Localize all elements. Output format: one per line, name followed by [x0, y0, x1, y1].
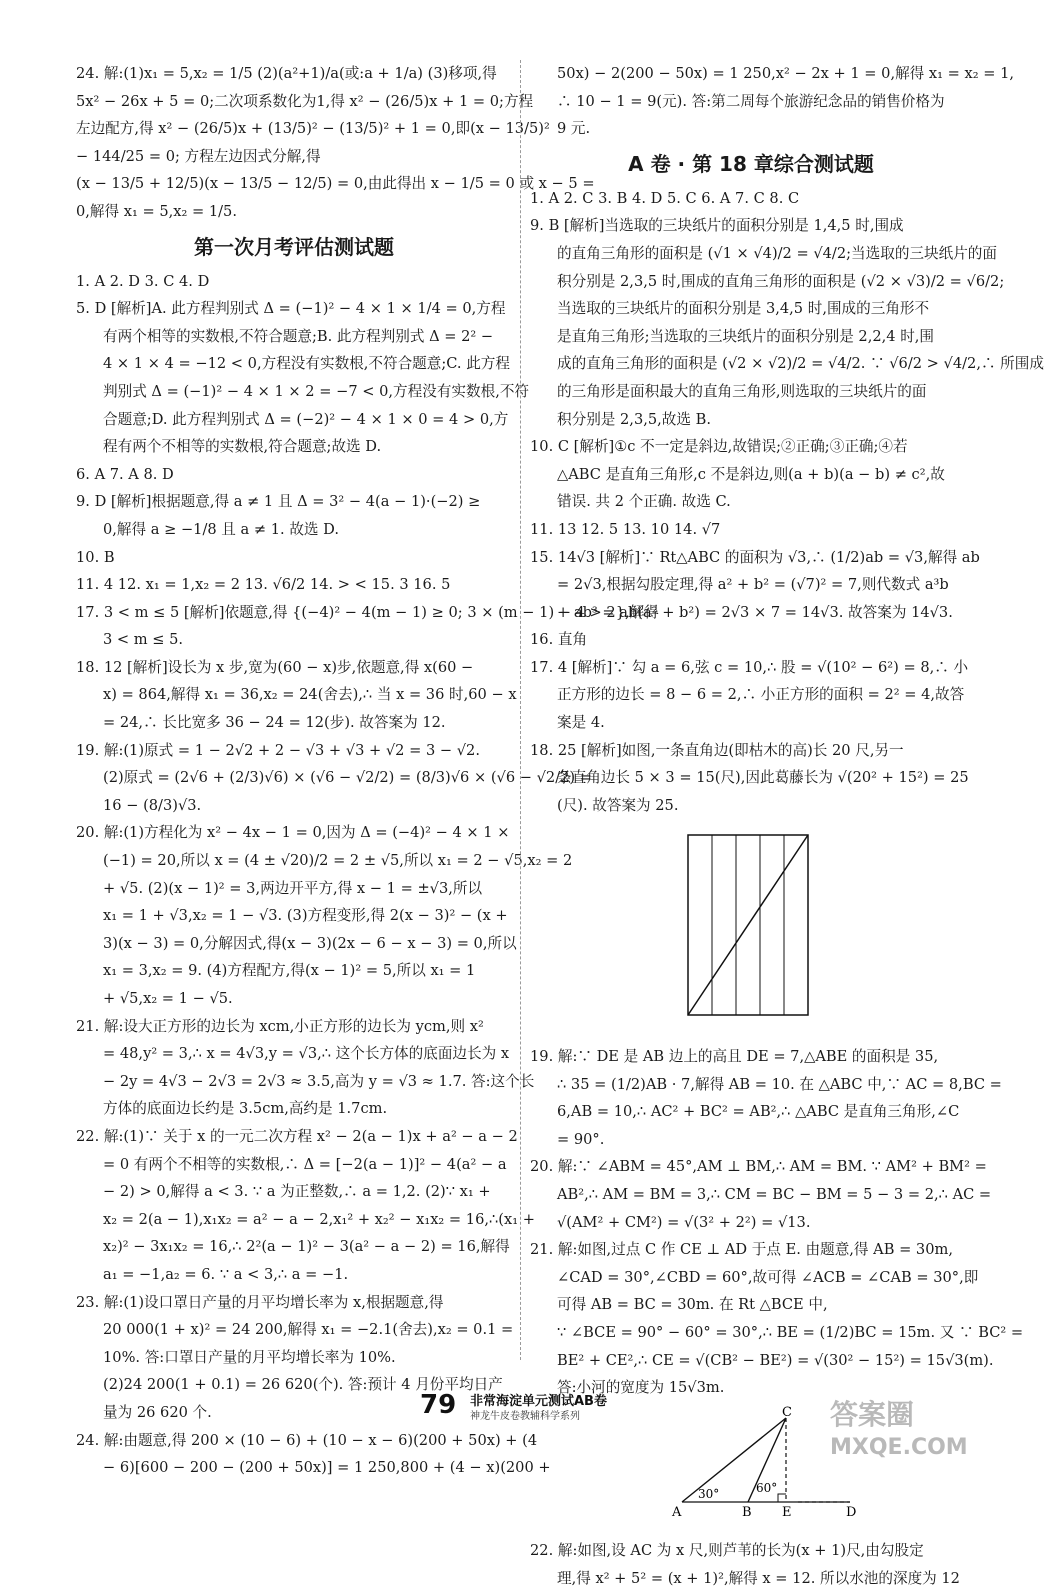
watermark-logo [820, 1392, 980, 1462]
left-text-line: 3)(x − 3) = 0,分解因式,得(x − 3)(2x − 6 − x − 3) = 0,所以 [103, 934, 517, 952]
right-text-line: ∠CAD = 30°,∠CBD = 60°,故可得 ∠ACB = ∠CAB = 30°,即 [557, 1268, 979, 1286]
left-text-line: 6. A 7. A 8. D [76, 465, 174, 483]
section-title: 第一次月考评估测试题 [194, 234, 394, 259]
right-text-line: BE² + CE²,∴ CE = √(CB² − BE²) = √(30² − 15²) = 15√3(m). [557, 1351, 994, 1369]
right-text-line: ∵ ∠BCE = 90° − 60° = 30°,∴ BE = (1/2)BC = 15m. 又 ∵ BC² = [557, 1323, 1024, 1341]
left-text-line: 4 × 1 × 4 = −12 < 0,方程没有实数根,不符合题意;C. 此方程 [103, 355, 510, 373]
watermark-line2: MXQE.COM [830, 1435, 968, 1460]
left-text-line: + √5,x₂ = 1 − √5. [103, 990, 233, 1007]
right-text-line: 积分别是 2,3,5 时,围成的直角三角形的面积是 (√2 × √3)/2 = √6/2; [557, 272, 1005, 290]
right-text-line: 正方形的边长 = 8 − 6 = 2,∴ 小正方形的面积 = 2² = 4,故答 [557, 686, 965, 704]
left-text-line: 方体的底面边长约是 3.5cm,高约是 1.7cm. [103, 1100, 388, 1118]
right-text-line: = 2√3,根据勾股定理,得 a² + b² = (√7)² = 7,则代数式 a³b [557, 576, 949, 594]
left-text-line: 程有两个不相等的实数根,符合题意;故选 D. [103, 438, 382, 456]
figure-tree-vine [530, 825, 972, 1035]
left-text-line: 5. D [解析]A. 此方程判别式 Δ = (−1)² − 4 × 1 × 1/4 = 0,方程 [76, 300, 506, 318]
right-text-line: √(AM² + CM²) = √(3² + 2²) = √13. [557, 1213, 811, 1231]
right-text-line: 积分别是 2,3,5,故选 B. [557, 410, 711, 428]
right-text-line: 案是 4. [557, 714, 605, 732]
right-text-line: 15. 14√3 [解析]∵ Rt△ABC 的面积为 √3,∴ (1/2)ab = √3,解得 ab [530, 548, 980, 566]
left-text-line: (2)原式 = (2√6 + (2/3)√6) × (√6 − √2/2) = (8/3)√6 × (√6 − √2/2) = [103, 769, 592, 787]
right-text-line: △ABC 是直角三角形,c 不是斜边,则(a + b)(a − b) ≠ c²,故 [557, 465, 945, 483]
left-text-line: 17. 3 < m ≤ 5 [解析]依题意,得 {(−4)² − 4(m − 1) ≥ 0; 3 × (m − 1) − 4 > 2},解得 [76, 603, 659, 621]
publisher-line: 神龙牛皮卷教辅科学系列 [470, 1411, 580, 1422]
left-text-line: 5x² − 26x + 5 = 0;二次项系数化为1,得 x² − (26/5)x + 1 = 0;方程 [76, 92, 534, 110]
right-text-line: 21. 解:如图,过点 C 作 CE ⊥ AD 于点 E. 由题意,得 AB = 30m, [530, 1241, 953, 1259]
left-text-line: − 144/25 = 0; 方程左边因式分解,得 [76, 147, 321, 165]
right-text-line: 17. 4 [解析]∵ 勾 a = 6,弦 c = 10,∴ 股 = √(10² − 6²) = 8,∴ 小 [530, 658, 969, 676]
left-text-line: 9. D [解析]根据题意,得 a ≠ 1 且 Δ = 3² − 4(a − 1)·(−2) ≥ [76, 493, 481, 511]
right-text-line: 1. A 2. C 3. B 4. D 5. C 6. A 7. C 8. C [530, 189, 800, 207]
right-text-line: 是直角三角形;当选取的三块纸片的面积分别是 2,2,4 时,围 [557, 327, 935, 345]
left-text-line: 0,解得 x₁ = 5,x₂ = 1/5. [76, 202, 237, 220]
left-text-line: x₂ = 2(a − 1),x₁x₂ = a² − a − 2,x₁² + x₂² − x₁x₂ = 16,∴(x₁ + [103, 1210, 535, 1228]
left-text-line: 1. A 2. D 3. C 4. D [76, 272, 210, 290]
label-E: E [782, 1504, 792, 1520]
label-B: B [742, 1504, 752, 1520]
right-text-line: 成的直角三角形的面积是 (√2 × √2)/2 = √4/2. ∵ √6/2 > √4/2,∴ 所围成 [557, 355, 1044, 373]
right-text-line: 错误. 共 2 个正确. 故选 C. [557, 493, 731, 511]
section-title: A 卷 · 第 18 章综合测试题 [628, 151, 874, 176]
label-A: A [672, 1504, 682, 1520]
left-text-line: 判别式 Δ = (−1)² − 4 × 1 × 2 = −7 < 0,方程没有实数根,不符 [103, 382, 530, 400]
left-text-line: (−1) = 20,所以 x = (4 ± √20)/2 = 2 ± √5,所以 x₁ = 2 − √5,x₂ = 2 [103, 852, 573, 870]
angle-60: 60° [756, 1480, 778, 1495]
right-text-line: 22. 解:如图,设 AC 为 x 尺,则芦苇的长为(x + 1)尺,由勾股定 [530, 1542, 924, 1560]
column-divider [520, 60, 521, 1360]
left-text-line: a₁ = −1,a₂ = 6. ∵ a < 3,∴ a = −1. [103, 1265, 349, 1283]
right-text-line: 10. C [解析]①c 不一定是斜边,故错误;②正确;③正确;④若 [530, 438, 908, 456]
series-title: 非常海淀单元测试AB卷 [470, 1394, 607, 1409]
right-text-line: + ab³ = ab(a² + b²) = 2√3 × 7 = 14√3. 故答案为 14√3. [557, 603, 953, 621]
label-D: D [846, 1504, 857, 1520]
left-text-line: 19. 解:(1)原式 = 1 − 2√2 + 2 − √3 + √3 + √2 = 3 − √2. [76, 741, 480, 759]
right-text-line: 理,得 x² + 5² = (x + 1)²,解得 x = 12. 所以水池的深度为 12 [557, 1569, 960, 1587]
right-text-line: 可得 AB = BC = 30m. 在 Rt △BCE 中, [557, 1296, 828, 1314]
left-text-line: x) = 864,解得 x₁ = 36,x₂ = 24(舍去),∴ 当 x = 36 时,60 − x [103, 686, 517, 704]
right-text-line: ∴ 10 − 1 = 9(元). 答:第二周每个旅游纪念品的销售价格为 [557, 92, 945, 110]
left-text-line: 11. 4 12. x₁ = 1,x₂ = 2 13. √6/2 14. > < 15. 3 16. 5 [76, 576, 451, 594]
right-text-line: 50x) − 2(200 − 50x) = 1 250,x² − 2x + 1 = 0,解得 x₁ = x₂ = 1, [557, 65, 1015, 82]
left-text-line: 0,解得 a ≥ −1/8 且 a ≠ 1. 故选 D. [103, 520, 339, 538]
right-text-line: 的三角形是面积最大的直角三角形,则选取的三块纸片的面 [557, 382, 927, 400]
right-text-line: 6,AB = 10,∴ AC² + BC² = AB²,∴ △ABC 是直角三角形,∠C [557, 1103, 960, 1121]
right-text-line: AB²,∴ AM = BM = 3,∴ CM = BC − BM = 5 − 3 = 2,∴ AC = [557, 1186, 992, 1203]
right-text-line: 16. 直角 [530, 631, 588, 649]
left-text-line: − 2y = 4√3 − 2√3 = 2√3 ≈ 3.5,高为 y = √3 ≈ 1.7. 答:这个长 [103, 1072, 535, 1090]
right-text-line: 条直角边长 5 × 3 = 15(尺),因此葛藤长为 √(20² + 15²) = 25 [557, 769, 969, 787]
left-text-line: (2)24 200(1 + 0.1) = 26 620(个). 答:预计 4 月份平均日产 [103, 1376, 503, 1394]
right-text-line: 的直角三角形的面积是 (√1 × √4)/2 = √4/2;当选取的三块纸片的面 [557, 244, 997, 262]
right-text-line: 11. 13 12. 5 13. 10 14. √7 [530, 520, 721, 538]
left-text-line: − 6)[600 − 200 − (200 + 50x)] = 1 250,800 + (4 − x)(200 + [103, 1459, 551, 1477]
left-text-line: = 0 有两个不相等的实数根,∴ Δ = [−2(a − 1)]² − 4(a² − a [103, 1155, 507, 1173]
right-text-line: 答:小河的宽度为 15√3m. [557, 1379, 725, 1397]
left-text-line: 3 < m ≤ 5. [103, 631, 184, 649]
left-text-line: = 24,∴ 长比宽多 36 − 24 = 12(步). 故答案为 12. [103, 714, 446, 732]
left-text-line: 10%. 答:口罩日产量的月平均增长率为 10%. [103, 1348, 396, 1366]
left-text-line: 合题意;D. 此方程判别式 Δ = (−2)² − 4 × 1 × 0 = 4 > 0,方 [103, 410, 509, 428]
page-number: 79 [420, 1390, 457, 1420]
left-text-line: 18. 12 [解析]设长为 x 步,宽为(60 − x)步,依题意,得 x(60 − [76, 658, 474, 676]
left-text-line: 有两个相等的实数根,不符合题意;B. 此方程判别式 Δ = 2² − [103, 327, 494, 345]
vine-diagonal [688, 835, 808, 1015]
right-text-line: ∴ 35 = (1/2)AB · 7,解得 AB = 10. 在 △ABC 中,∵ AC = 8,BC = [557, 1075, 1002, 1093]
left-text-line: 23. 解:(1)设口罩日产量的月平均增长率为 x,根据题意,得 [76, 1293, 444, 1311]
angle-30: 30° [698, 1486, 720, 1501]
left-text-line: 24. 解:(1)x₁ = 5,x₂ = 1/5 (2)(a²+1)/a(或:a + 1/a) (3)移项,得 [76, 65, 497, 82]
right-column [530, 60, 1044, 1593]
left-text-line: 22. 解:(1)∵ 关于 x 的一元二次方程 x² − 2(a − 1)x + a² − a − 2 [76, 1127, 518, 1145]
watermark-line1: 答案圈 [830, 1398, 915, 1431]
right-text-line: 9 元. [557, 120, 591, 138]
left-text-line: − 2) > 0,解得 a < 3. ∵ a 为正整数,∴ a = 1,2. (2)∵ x₁ + [103, 1183, 491, 1201]
left-text-line: x₁ = 1 + √3,x₂ = 1 − √3. (3)方程变形,得 2(x − 3)² − (x + [103, 907, 508, 925]
left-text-line: x₁ = 3,x₂ = 9. (4)方程配方,得(x − 1)² = 5,所以 x₁ = 1 [103, 962, 476, 980]
left-text-line: 24. 解:由题意,得 200 × (10 − 6) + (10 − x − 6)(200 + 50x) + (4 [76, 1431, 538, 1449]
right-text-line: 18. 25 [解析]如图,一条直角边(即枯木的高)长 20 尺,另一 [530, 741, 904, 759]
left-text-line: 量为 26 620 个. [103, 1403, 212, 1421]
left-text-line: = 48,y² = 3,∴ x = 4√3,y = √3,∴ 这个长方体的底面边长为 x [103, 1045, 510, 1063]
left-text-line: 20. 解:(1)方程化为 x² − 4x − 1 = 0,因为 Δ = (−4)² − 4 × 1 × [76, 824, 510, 842]
left-text-line: 10. B [76, 548, 115, 566]
label-C: C [782, 1404, 792, 1420]
right-text-line: 当选取的三块纸片的面积分别是 3,4,5 时,围成的三角形不 [557, 300, 930, 318]
right-text-line: 20. 解:∵ ∠ABM = 45°,AM ⊥ BM,∴ AM = BM. ∵ AM² + BM² = [530, 1158, 987, 1176]
right-text-line: = 90°. [557, 1130, 605, 1148]
left-text-line: 左边配方,得 x² − (26/5)x + (13/5)² − (13/5)² + 1 = 0,即(x − 13/5)² [76, 120, 550, 138]
left-text-line: x₂)² − 3x₁x₂ = 16,∴ 2²(a − 1)² − 3(a² − a − 2) = 16,解得 [103, 1238, 510, 1256]
right-text-line: (尺). 故答案为 25. [557, 796, 679, 814]
right-text-line: 9. B [解析]当选取的三块纸片的面积分别是 1,4,5 时,围成 [530, 217, 904, 235]
left-text-line: (x − 13/5 + 12/5)(x − 13/5 − 12/5) = 0,由此得出 x − 1/5 = 0 或 x − 5 = [76, 175, 595, 193]
left-text-line: 21. 解:设大正方形的边长为 xcm,小正方形的边长为 ycm,则 x² [76, 1017, 484, 1035]
left-text-line: 16 − (8/3)√3. [103, 796, 202, 814]
left-text-line: 20 000(1 + x)² = 24 200,解得 x₁ = −2.1(舍去),x₂ = 0.1 = [103, 1321, 514, 1339]
right-text-line: 19. 解:∵ DE 是 AB 边上的高且 DE = 7,△ABE 的面积是 35, [530, 1048, 939, 1066]
left-text-line: + √5. (2)(x − 1)² = 3,两边开平方,得 x − 1 = ±√3,所以 [103, 879, 483, 897]
